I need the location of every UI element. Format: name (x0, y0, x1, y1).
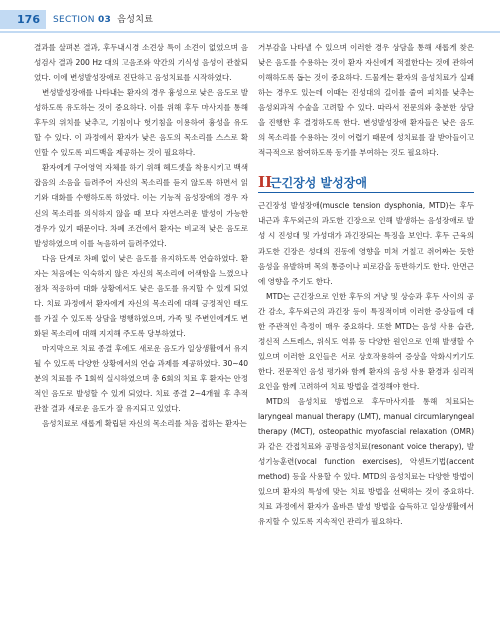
paragraph: 마지막으로 치료 종결 후에도 새로운 음도가 일상생활에서 유지될 수 있도록 다양한 상황에서의 연습 과제를 제공하였다. 30~40분의 치료를 주 1회씩 실시하였으며 총 6회의 치료 후 환자는 안정적인 음도로 발성할 수 있게 되었다. 치료 종결 2~4개월 후 추적 관찰 결과 새로운 음도가 잘 유지되고 있었다. (34, 343, 249, 414)
paragraph: 다음 단계로 차폐 없이 낮은 음도를 유지하도록 연습하였다. 환자는 처음에는 익숙하지 않은 자신의 목소리에 어색함을 느꼈으나 점차 적응하여 대화 상황에서도 낮은 음도를 유지할 수 있게 되었다. 치료 과정에서 환자에게 자신의 목소리에 대해 긍정적인 태도를 가질 수 있도록 상담을 병행하였으며, 가족 및 주변인에게도 변화된 목소리에 대해 지지해 주도록 당부하였다. (34, 253, 248, 338)
header-rule (0, 31, 500, 33)
paragraph: 환자에게 구어영역 자체를 하기 위해 헤드셋을 착용시키고 백색잡음의 소음을 들려주어 자신의 목소리를 듣지 않도록 하면서 읽기와 대화를 수행하도록 하였다. 이는 기능적 음성장애의 경우 자신의 목소리를 의식하지 않을 때 보다 자연스러운 발성이 가능한 경우가 있기 때문이다. 차폐 조건에서 환자는 비교적 낮은 음도로 발성하였으며 이를 녹음하여 들려주었다. (34, 163, 248, 248)
paragraph: MTD의 음성치료 방법으로 후두마사지를 통해 치료되는 laryngeal manual therapy (LMT), manual circumlaryngeal therapy (MCT), osteopathic myofascial relaxation (OMR)과 같은 간접치료와 공명음성치료(resonant voice therapy), 발성기능훈련(vocal function exercises), 악센트기법(accent method) 등을 사용할 수 있다. MTD의 음성치료는 다양한 방법이 있으며 환자의 특성에 맞는 치료 방법을 선택하는 것이 중요하다. 치료 과정에서 환자가 올바른 발성 방법을 습득하고 일상생활에서 유지할 수 있도록 지속적인 관리가 필요하다. (258, 396, 474, 527)
section-label (53, 12, 153, 25)
paragraph: 결과를 살펴본 결과, 후두내시경 소견상 특이 소견이 없었으며 음성검사 결과 200 Hz 대의 고음조와 약간의 기식성 음성이 관찰되었다. 이에 변성발성장애로 진단하고 음성치료를 시작하였다. (34, 43, 248, 83)
paragraph: 음성치료로 새롭게 확립된 자신의 목소리를 처음 접하는 환자는 (42, 419, 247, 429)
page-header (0, 0, 500, 40)
heading-title: 근긴장성 발성장애 (270, 176, 367, 191)
heading-rule (258, 192, 474, 193)
heading-numeral: II (258, 173, 273, 192)
section-number: 03 (97, 15, 112, 25)
section-heading (258, 170, 474, 192)
paragraph: MTD는 근긴장으로 인한 후두의 겨냥 및 상승과 후두 사이의 공간 감소, 후두외근의 과긴장 등이 특징적이며 이러한 증상들에 대한 주관적인 측정이 매우 중요하다. 또한 MTD는 음성 사용 습관, 정신적 스트레스, 위식도 역류 등 다양한 원인으로 인해 발생할 수 있으며 이러한 요인들은 서로 상호작용하여 증상을 악화시키기도 한다. 전문적인 음성 평가와 함께 환자의 음성 사용 환경과 심리적 요인을 함께 고려하여 치료 방법을 결정해야 한다. (258, 291, 474, 391)
page-number: 176 (0, 10, 46, 29)
paragraph: 변성발성장애를 나타내는 환자의 경우 흉성으로 낮은 음도로 발성하도록 유도하는 것이 중요하다. 이를 위해 후두 마사지를 통해 후두의 위치를 낮추고, 기침이나 헛기침을 이용하여 흉성을 유도할 수 있다. 이 과정에서 환자가 낮은 음도의 목소리를 스스로 확인할 수 있도록 피드백을 제공하는 것이 필요하다. (34, 88, 248, 158)
section-word: SECTION (53, 15, 95, 25)
paragraph: 거부감을 나타낼 수 있으며 이러한 경우 상담을 통해 새롭게 찾은 낮은 음도를 수용하는 것이 환자 자신에게 적절한다는 것에 관하여 이해하도록 돕는 것이 중요하다. 드물게는 환자의 음성치료가 실패하는 경우도 있는데 이때는 진성대의 길이를 줄여 피치를 낮추는 음성외과적 수술을 고려할 수 있다. 따라서 전문의와 충분한 상담을 진행한 후 결정하도록 한다. 변성발성장애 환자들은 낮은 음도의 목소리를 수용하는 것이 어렵기 때문에 성치료를 잘 받아들이고 적극적으로 참여하도록 동기를 부여하는 것도 필요하다. (258, 43, 474, 158)
paragraph: 근긴장성 발성장애(muscle tension dysphonia, MTD)는 후두내근과 후두외근의 과도한 긴장으로 인해 발생하는 음성장애로 발성 시 진성대 및 가성대가 과긴장되는 특징을 보인다. 후두 근육의 과도한 긴장은 성대의 진동에 영향을 미쳐 거칠고 쥐어짜는 듯한 음성을 유발하며 목의 통증이나 피로감을 동반하기도 한다. 안면근에 영향을 주기도 한다. (258, 201, 474, 286)
left-column (34, 40, 248, 431)
right-column (258, 40, 474, 529)
section-title: 음성치료 (117, 15, 154, 25)
